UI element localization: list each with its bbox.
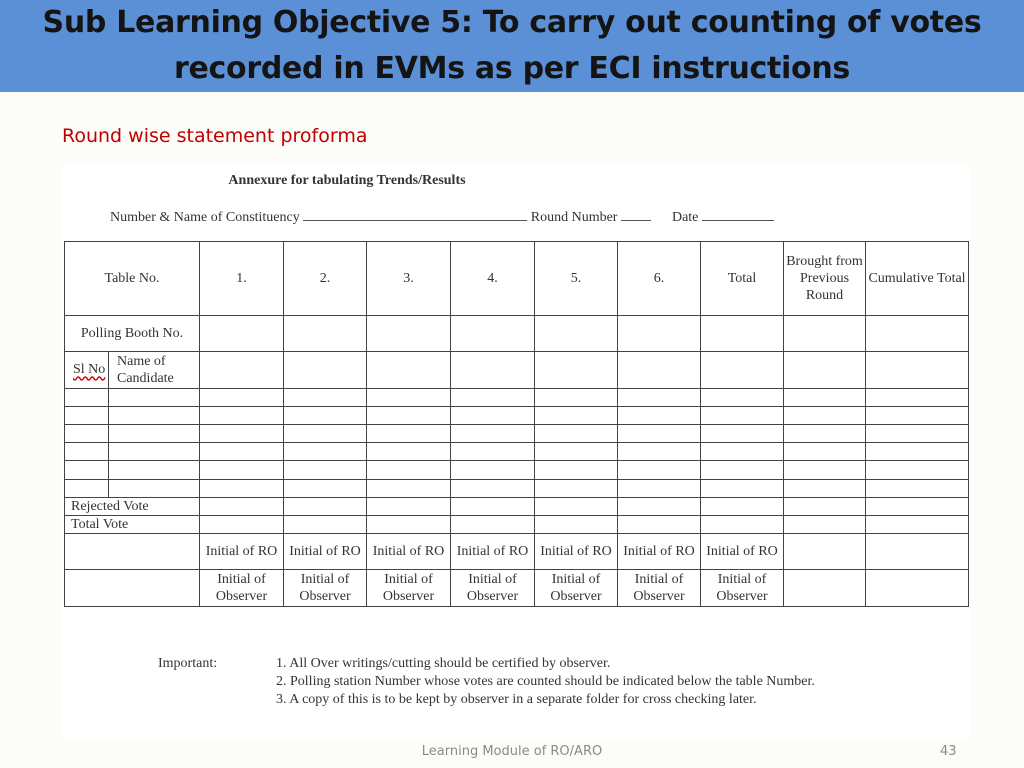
note-item: 1. All Over writings/cutting should be certified by observer. bbox=[276, 656, 611, 671]
polling-booth-label: Polling Booth No. bbox=[65, 315, 200, 351]
slide-subtitle: Round wise statement proforma bbox=[62, 125, 368, 147]
table-row bbox=[65, 424, 969, 442]
round-number-label: Round Number bbox=[530, 210, 618, 225]
table-row bbox=[65, 388, 969, 406]
initial-ro-cell: Initial of RO bbox=[535, 534, 618, 570]
column-header: 5. bbox=[535, 242, 618, 316]
initial-observer-cell: Initial of Observer bbox=[701, 570, 784, 607]
table-row bbox=[65, 406, 969, 424]
rejected-vote-label: Rejected Vote bbox=[65, 497, 200, 515]
initial-ro-cell: Initial of RO bbox=[451, 534, 535, 570]
notes-list bbox=[276, 655, 916, 709]
cumulative-total-header: Cumulative Total bbox=[866, 242, 969, 316]
slide-title: Sub Learning Objective 5: To carry out counting of votes recorded in EVMs as per ECI instructions bbox=[42, 5, 982, 86]
table-row bbox=[65, 443, 969, 461]
initial-observer-cell: Initial of Observer bbox=[200, 570, 284, 607]
brought-from-header: Brought from Previous Round bbox=[784, 242, 866, 316]
total-vote-row bbox=[65, 515, 969, 533]
round-number-blank bbox=[621, 208, 651, 221]
column-header: 1. bbox=[200, 242, 284, 316]
date-label: Date bbox=[671, 210, 699, 225]
initial-ro-cell: Initial of RO bbox=[367, 534, 451, 570]
initial-observer-cell: Initial of Observer bbox=[367, 570, 451, 607]
page-number: 43 bbox=[940, 744, 957, 759]
initial-observer-row bbox=[65, 570, 969, 607]
sl-no-text: Sl No bbox=[73, 362, 106, 378]
initial-ro-cell: Initial of RO bbox=[200, 534, 284, 570]
form-title: Annexure for tabulating Trends/Results bbox=[228, 173, 466, 188]
initial-observer-cell: Initial of Observer bbox=[451, 570, 535, 607]
column-header: 3. bbox=[367, 242, 451, 316]
footer-text: Learning Module of RO/ARO bbox=[421, 744, 603, 759]
initial-observer-cell: Initial of Observer bbox=[284, 570, 367, 607]
column-header: 2. bbox=[284, 242, 367, 316]
constituency-label: Number & Name of Constituency bbox=[110, 210, 300, 225]
column-header: 4. bbox=[451, 242, 535, 316]
note-item: 3. A copy of this is to be kept by observer in a separate folder for cross checking later. bbox=[276, 692, 757, 707]
polling-booth-row bbox=[65, 315, 969, 351]
total-header: Total bbox=[701, 242, 784, 316]
table-row bbox=[65, 461, 969, 479]
slide-header bbox=[0, 0, 1024, 92]
results-table bbox=[64, 241, 969, 607]
initial-observer-cell: Initial of Observer bbox=[618, 570, 701, 607]
initial-observer-cell: Initial of Observer bbox=[535, 570, 618, 607]
important-label: Important: bbox=[158, 656, 218, 671]
form-info-line bbox=[110, 208, 774, 226]
total-vote-label: Total Vote bbox=[65, 515, 200, 533]
constituency-blank bbox=[303, 208, 527, 221]
rejected-vote-row bbox=[65, 497, 969, 515]
note-item: 2. Polling station Number whose votes are counted should be indicated below the table Number. bbox=[276, 674, 815, 689]
column-header: 6. bbox=[618, 242, 701, 316]
table-row bbox=[65, 479, 969, 497]
table-no-header: Table No. bbox=[65, 242, 200, 316]
initial-ro-cell: Initial of RO bbox=[701, 534, 784, 570]
table-header-row bbox=[65, 242, 969, 316]
initial-ro-cell: Initial of RO bbox=[618, 534, 701, 570]
initial-ro-cell: Initial of RO bbox=[284, 534, 367, 570]
name-of-candidate-label: Name of Candidate bbox=[109, 352, 200, 388]
date-blank bbox=[702, 208, 774, 221]
initial-ro-row bbox=[65, 534, 969, 570]
sl-no-label bbox=[65, 352, 109, 388]
candidate-header-row bbox=[65, 352, 969, 388]
proforma-image bbox=[62, 165, 970, 740]
